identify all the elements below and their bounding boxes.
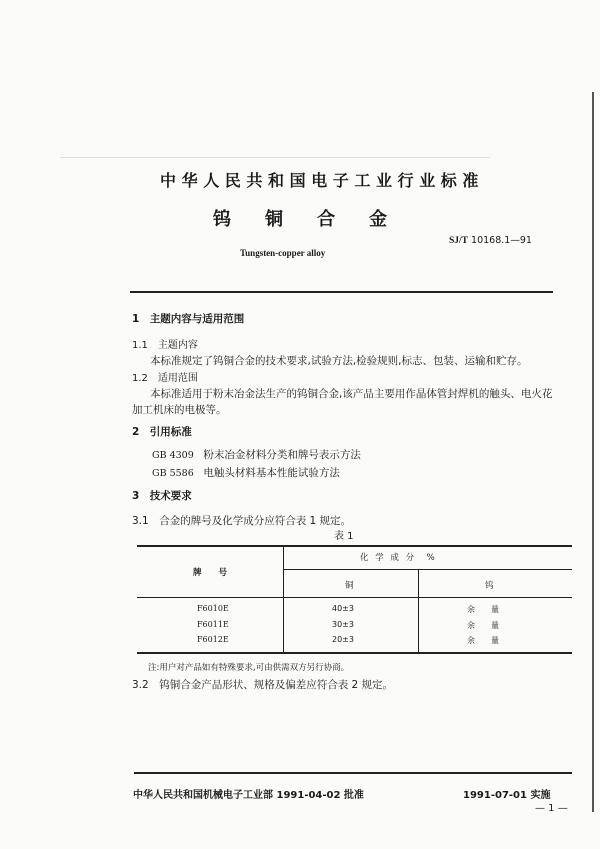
implementation-date: 1991-07-01 实施 [463, 790, 551, 801]
reference-item [152, 447, 361, 462]
section-1-2-body-line1: 本标准适用于粉末冶金法生产的钨铜合金,该产品主要用作晶体管封焊机的触头、电火花 [150, 388, 553, 400]
section-3-2-text: 3.2 钨铜合金产品形状、规格及偏差应符合表 2 规定。 [132, 679, 394, 691]
table-header-bottom-rule [137, 597, 572, 598]
reference-title: 电触头材料基本性能试验方法 [203, 467, 340, 479]
footer-rule [134, 772, 572, 774]
document-title [213, 205, 421, 231]
section-1-2-body-line2: 加工机床的电极等。 [132, 404, 227, 416]
reference-title: 粉末冶金材料分类和牌号表示方法 [203, 449, 361, 461]
table-row [137, 604, 572, 618]
standard-code-prefix: SJ/T [449, 236, 469, 246]
page-number: — 1 — [535, 803, 568, 814]
cell-tungsten: 余 量 [467, 621, 499, 630]
section-2-heading: 2 引用标准 [132, 426, 192, 438]
title-char: 铜 [265, 209, 283, 230]
table-row [137, 620, 572, 634]
organization-title: 中华人民共和国电子工业行业标准 [160, 171, 485, 190]
page-right-border [592, 92, 594, 812]
reference-code: GB 5586 [152, 468, 194, 479]
standard-code-number: 10168.1—91 [471, 235, 532, 246]
table-1-note: 注:用户对产品如有特殊要求,可由供需双方另行协商。 [148, 663, 350, 673]
top-faint-rule [60, 157, 490, 158]
cell-grade: F6010E [197, 604, 229, 613]
header-rule [130, 291, 553, 293]
cell-tungsten: 余 量 [467, 636, 499, 645]
cell-grade: F6011E [197, 620, 229, 629]
header-tungsten: 钨 [485, 581, 494, 591]
title-char: 钨 [213, 209, 231, 230]
table-top-rule [137, 545, 572, 547]
approval-info: 中华人民共和国机械电子工业部 1991-04-02 批准 [133, 790, 364, 801]
section-1-1-body: 本标准规定了钨铜合金的技术要求,试验方法,检验规则,标志、包装、运输和贮存。 [150, 355, 528, 367]
section-1-heading: 1 主题内容与适用范围 [132, 313, 245, 325]
cell-copper: 30±3 [332, 620, 354, 629]
title-char: 金 [369, 209, 387, 230]
section-3-1-text: 3.1 合金的牌号及化学成分应符合表 1 规定。 [132, 515, 352, 527]
table-subheader-rule [283, 569, 572, 570]
table-row [137, 635, 572, 649]
reference-item [152, 465, 340, 480]
section-1-1-heading: 1.1 主题内容 [132, 340, 198, 351]
reference-code: GB 4309 [152, 450, 194, 461]
section-3-heading: 3 技术要求 [132, 490, 192, 502]
cell-copper: 40±3 [332, 604, 354, 613]
header-composition: 化 学 成 分 % [360, 553, 437, 563]
cell-copper: 20±3 [332, 635, 354, 644]
section-1-2-heading: 1.2 适用范围 [132, 373, 198, 384]
header-grade: 牌 号 [192, 568, 227, 578]
table-bottom-rule [137, 652, 572, 654]
standard-code [449, 235, 532, 246]
cell-grade: F6012E [197, 635, 229, 644]
header-copper: 铜 [345, 581, 354, 591]
title-char: 合 [317, 209, 335, 230]
english-title: Tungsten-copper alloy [240, 248, 326, 258]
table-1-caption: 表 1 [334, 531, 354, 542]
cell-tungsten: 余 量 [467, 605, 499, 614]
